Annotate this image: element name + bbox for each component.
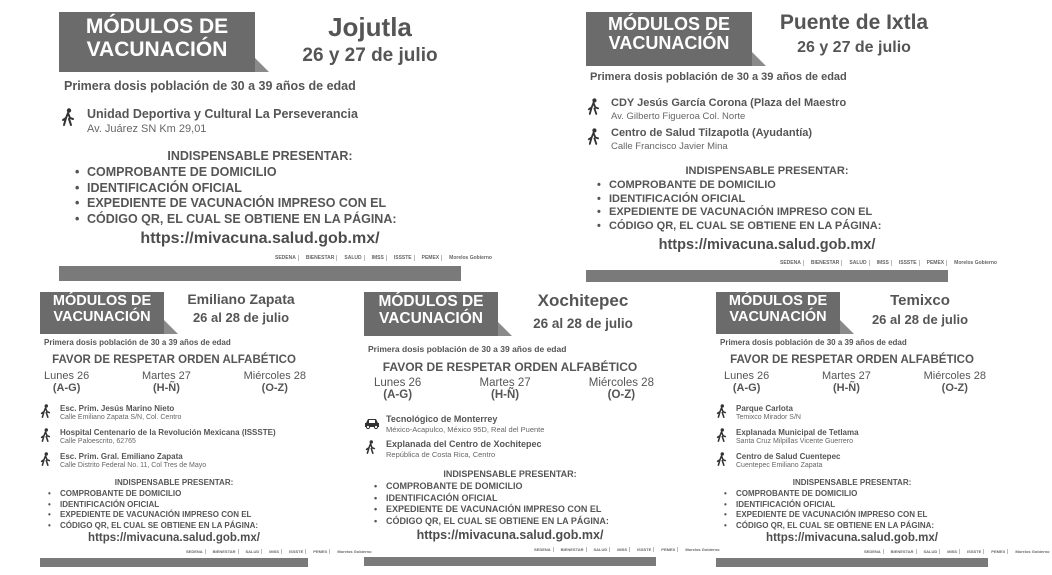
day-group: (O-Z) xyxy=(261,382,288,394)
logos-strip xyxy=(184,549,374,554)
day-column xyxy=(822,370,871,394)
logo-sedena: SEDENA xyxy=(862,549,884,554)
location-address: Av. Gilberto Figueroa Col. Norte xyxy=(611,111,746,122)
location-name: Centro de Salud Tilzapotla (Ayudantía) xyxy=(611,127,813,139)
footer-bar xyxy=(716,558,988,567)
day-group: (A-G) xyxy=(383,389,413,401)
logos-strip xyxy=(532,547,722,552)
requirement-item-continued: • CÓDIGO QR, EL CUAL SE OBTIENE EN LA PÁGINA: xyxy=(87,212,397,228)
city-name: Emiliano Zapata xyxy=(187,291,295,307)
day-label: Martes 27 xyxy=(479,377,531,389)
location-item xyxy=(736,428,859,445)
logo-morelos: Morelos Gobierno xyxy=(449,255,492,261)
logo-bienestar: BIENESTAR xyxy=(559,547,587,552)
city-name: Xochitepec xyxy=(537,291,629,310)
logo-morelos: Morelos Gobierno xyxy=(1015,549,1050,554)
logo-salud: SALUD xyxy=(342,255,364,261)
alphabetical-order-notice: FAVOR DE RESPETAR ORDEN ALFABÉTICO xyxy=(382,360,638,374)
logo-salud: SALUD xyxy=(244,549,263,554)
logo-morelos: Morelos Gobierno xyxy=(337,549,372,554)
walking-person-icon xyxy=(716,404,727,418)
walking-person-icon xyxy=(587,98,600,115)
logo-imss: IMSS xyxy=(945,549,960,554)
requirement-item: • EXPEDIENTE DE VACUNACIÓN IMPRESO CON EL xyxy=(60,510,258,521)
day-column xyxy=(479,377,530,401)
location-item xyxy=(60,428,276,445)
location-item xyxy=(60,452,206,469)
location-address: Santa Cruz Milpillas Vicente Guerrero xyxy=(736,438,853,445)
logo-morelos: Morelos Gobierno xyxy=(685,547,720,552)
schedule-days xyxy=(724,370,986,394)
indispensable-title: INDISPENSABLE PRESENTAR: xyxy=(114,478,234,487)
requirement-item: • COMPROBANTE DE DOMICILIO xyxy=(87,165,397,181)
location-name: Centro de Salud Cuentepec xyxy=(736,452,841,461)
footer-bar xyxy=(40,558,308,567)
walking-person-icon xyxy=(61,108,75,126)
schedule-days xyxy=(44,370,306,394)
location-item xyxy=(611,127,812,152)
day-column xyxy=(724,370,769,394)
logo-issste: ISSSTE xyxy=(965,549,984,554)
day-label: Martes 27 xyxy=(141,370,191,382)
walking-person-icon xyxy=(40,404,51,418)
requirement-item: • EXPEDIENTE DE VACUNACIÓN IMPRESO CON EL xyxy=(87,196,397,212)
alphabetical-order-notice: FAVOR DE RESPETAR ORDEN ALFABÉTICO xyxy=(52,354,296,366)
location-name: Parque Carlota xyxy=(736,404,793,413)
requirement-item: • EXPEDIENTE DE VACUNACIÓN IMPRESO CON EL xyxy=(736,510,934,521)
location-address: República de Costa Rica, Centro xyxy=(386,450,496,459)
day-column xyxy=(589,377,654,401)
day-label: Miércoles 28 xyxy=(243,370,306,382)
footer-bar xyxy=(586,270,948,282)
day-column xyxy=(924,370,986,394)
location-name: Hospital Centenario de la Revolución Mexicana (ISSSTE) xyxy=(60,428,276,437)
card-emiliano-zapata xyxy=(36,288,372,570)
location-item xyxy=(736,404,801,421)
logo-issste: ISSSTE xyxy=(635,547,654,552)
day-group: (O-Z) xyxy=(941,382,968,394)
footer-bar xyxy=(59,266,461,281)
day-label: Lunes 26 xyxy=(374,377,422,389)
requirement-item: • COMPROBANTE DE DOMICILIO xyxy=(609,179,881,193)
logos-strip xyxy=(273,255,494,261)
city-name: Puente de Ixtla xyxy=(779,11,929,34)
subtitle: Primera dosis población de 30 a 39 años de edad xyxy=(44,338,231,347)
card-puente-de-ixtla xyxy=(582,8,997,283)
vaccine-url[interactable]: https://mivacuna.salud.gob.mx/ xyxy=(766,532,938,544)
walking-person-icon xyxy=(587,128,600,145)
day-group: (H-Ñ) xyxy=(491,389,520,401)
vaccine-url[interactable]: https://mivacuna.salud.gob.mx/ xyxy=(658,237,876,253)
walking-person-icon xyxy=(716,452,727,466)
day-group: (O-Z) xyxy=(607,389,636,401)
logo-issste: ISSSTE xyxy=(287,549,306,554)
requirement-item: • COMPROBANTE DE DOMICILIO xyxy=(60,489,258,500)
location-address: Calle Paloescrito, 62765 xyxy=(60,438,136,445)
day-column xyxy=(44,370,89,394)
logo-issste: ISSSTE xyxy=(392,255,415,261)
schedule-days xyxy=(374,377,654,401)
requirement-item-continued: • CÓDIGO QR, EL CUAL SE OBTIENE EN LA PÁGINA: xyxy=(60,521,258,532)
logo-salud: SALUD xyxy=(847,260,869,266)
day-group: (A-G) xyxy=(732,382,761,394)
indispensable-title: INDISPENSABLE PRESENTAR: xyxy=(443,469,577,479)
city-name: Temixco xyxy=(890,292,950,309)
card-jojutla xyxy=(55,8,492,283)
requirements-list xyxy=(595,179,881,233)
card-temixco xyxy=(712,288,1050,570)
requirement-item: • IDENTIFICACIÓN OFICIAL xyxy=(609,193,881,207)
requirement-item: • IDENTIFICACIÓN OFICIAL xyxy=(736,500,934,511)
requirement-item: • IDENTIFICACIÓN OFICIAL xyxy=(386,493,609,505)
location-address: Temixco Mirador S/N xyxy=(736,414,801,421)
logos-strip xyxy=(778,260,999,266)
location-name: Tecnológico de Monterrey xyxy=(386,414,498,424)
vaccine-url[interactable]: https://mivacuna.salud.gob.mx/ xyxy=(140,230,380,247)
day-label: Miércoles 28 xyxy=(923,370,986,382)
logo-sedena: SEDENA xyxy=(532,547,554,552)
day-group: (H-Ñ) xyxy=(833,382,860,394)
city-name: Jojutla xyxy=(328,12,412,42)
logo-imss: IMSS xyxy=(370,255,387,261)
location-item xyxy=(386,414,544,434)
logo-imss: IMSS xyxy=(875,260,892,266)
location-name: Explanada Municipal de Tetlama xyxy=(736,428,859,437)
walking-person-icon xyxy=(40,428,51,442)
location-address: Cuentepec Emiliano Zapata xyxy=(736,462,823,469)
requirement-item-continued: • CÓDIGO QR, EL CUAL SE OBTIENE EN LA PÁGINA: xyxy=(736,521,934,532)
header-label: MÓDULOS DE VACUNACIÓN xyxy=(59,12,255,72)
subtitle: Primera dosis población de 30 a 39 años de edad xyxy=(590,71,847,83)
dates: 26 al 28 de julio xyxy=(192,310,290,325)
alphabetical-order-notice: FAVOR DE RESPETAR ORDEN ALFABÉTICO xyxy=(730,354,974,366)
logos-strip xyxy=(862,549,1052,554)
requirement-item: • COMPROBANTE DE DOMICILIO xyxy=(736,489,934,500)
logo-bienestar: BIENESTAR xyxy=(211,549,239,554)
day-label: Miércoles 28 xyxy=(588,377,654,389)
logo-salud: SALUD xyxy=(922,549,941,554)
location-address: Av. Juárez SN Km 29,01 xyxy=(87,123,207,135)
location-name: CDY Jesús García Corona (Plaza del Maestro xyxy=(611,97,847,109)
logo-sedena: SEDENA xyxy=(273,255,299,261)
location-item xyxy=(60,404,181,421)
vaccine-url[interactable]: https://mivacuna.salud.gob.mx/ xyxy=(416,528,604,542)
logo-bienestar: BIENESTAR xyxy=(889,549,917,554)
requirement-item-continued: • CÓDIGO QR, EL CUAL SE OBTIENE EN LA PÁGINA: xyxy=(609,220,881,234)
header-label: MÓDULOS DE VACUNACIÓN xyxy=(586,12,752,66)
logo-pemex: PEMEX xyxy=(989,549,1008,554)
logo-sedena: SEDENA xyxy=(184,549,206,554)
location-item xyxy=(386,439,542,459)
logo-pemex: PEMEX xyxy=(311,549,330,554)
requirement-item: • EXPEDIENTE DE VACUNACIÓN IMPRESO CON EL xyxy=(386,504,609,516)
logo-morelos: Morelos Gobierno xyxy=(954,260,997,266)
logo-issste: ISSSTE xyxy=(897,260,920,266)
requirements-list xyxy=(372,481,609,527)
day-column xyxy=(374,377,421,401)
requirement-item: • IDENTIFICACIÓN OFICIAL xyxy=(60,500,258,511)
subtitle: Primera dosis población de 30 a 39 años de edad xyxy=(368,344,567,354)
location-item xyxy=(736,452,840,469)
location-item xyxy=(87,107,358,135)
indispensable-title: INDISPENSABLE PRESENTAR: xyxy=(685,165,849,177)
location-name: Unidad Deportiva y Cultural La Perseverancia xyxy=(87,107,358,121)
requirement-item-continued: • CÓDIGO QR, EL CUAL SE OBTIENE EN LA PÁGINA: xyxy=(386,516,609,528)
logo-pemex: PEMEX xyxy=(659,547,678,552)
logo-sedena: SEDENA xyxy=(778,260,804,266)
indispensable-title: INDISPENSABLE PRESENTAR: xyxy=(167,149,353,163)
location-item xyxy=(611,97,846,122)
requirements-list xyxy=(46,489,258,531)
logo-imss: IMSS xyxy=(615,547,630,552)
requirement-item: • IDENTIFICACIÓN OFICIAL xyxy=(87,181,397,197)
location-name: Esc. Prim. Gral. Emiliano Zapata xyxy=(60,452,183,461)
location-address: Calle Distrito Federal No. 11, Col Tres de Mayo xyxy=(60,462,207,469)
walking-person-icon xyxy=(40,452,51,466)
logo-imss: IMSS xyxy=(267,549,282,554)
logo-bienestar: BIENESTAR xyxy=(304,255,338,261)
location-address: Calle Emiliano Zapata S/N, Col. Centro xyxy=(60,414,182,421)
subtitle: Primera dosis población de 30 a 39 años de edad xyxy=(720,338,907,347)
card-xochitepec xyxy=(360,288,720,570)
walking-person-icon xyxy=(716,428,727,442)
walking-person-icon xyxy=(365,440,376,454)
logo-bienestar: BIENESTAR xyxy=(809,260,843,266)
header-label: MÓDULOS DE VACUNACIÓN xyxy=(40,292,164,334)
location-name: Explanada del Centro de Xochitepec xyxy=(386,439,542,449)
location-address: Calle Francisco Javier Mina xyxy=(611,141,728,152)
day-column xyxy=(244,370,306,394)
location-address: México-Acapulco, México 95D, Real del Puente xyxy=(386,425,545,434)
requirements-list xyxy=(73,165,397,227)
requirements-list xyxy=(722,489,934,531)
day-group: (H-Ñ) xyxy=(153,382,180,394)
indispensable-title: INDISPENSABLE PRESENTAR: xyxy=(792,478,912,487)
header-label: MÓDULOS DE VACUNACIÓN xyxy=(364,292,498,336)
logo-pemex: PEMEX xyxy=(925,260,948,266)
day-label: Martes 27 xyxy=(821,370,871,382)
requirement-item: • EXPEDIENTE DE VACUNACIÓN IMPRESO CON EL xyxy=(609,206,881,220)
day-group: (A-G) xyxy=(52,382,81,394)
footer-bar xyxy=(364,557,656,566)
logo-salud: SALUD xyxy=(592,547,611,552)
day-label: Lunes 26 xyxy=(44,370,90,382)
vaccine-url[interactable]: https://mivacuna.salud.gob.mx/ xyxy=(88,532,260,544)
subtitle: Primera dosis población de 30 a 39 años de edad xyxy=(64,79,356,93)
car-icon xyxy=(364,417,380,429)
location-name: Esc. Prim. Jesús Marino Nieto xyxy=(60,404,175,413)
day-label: Lunes 26 xyxy=(724,370,770,382)
requirement-item: • COMPROBANTE DE DOMICILIO xyxy=(386,481,609,493)
logo-pemex: PEMEX xyxy=(420,255,443,261)
dates: 26 al 28 de julio xyxy=(871,312,969,327)
day-column xyxy=(142,370,191,394)
header-label: MÓDULOS DE VACUNACIÓN xyxy=(716,292,840,334)
dates: 26 y 27 de julio xyxy=(797,39,911,56)
dates: 26 al 28 de julio xyxy=(533,316,633,331)
dates: 26 y 27 de julio xyxy=(302,45,438,66)
